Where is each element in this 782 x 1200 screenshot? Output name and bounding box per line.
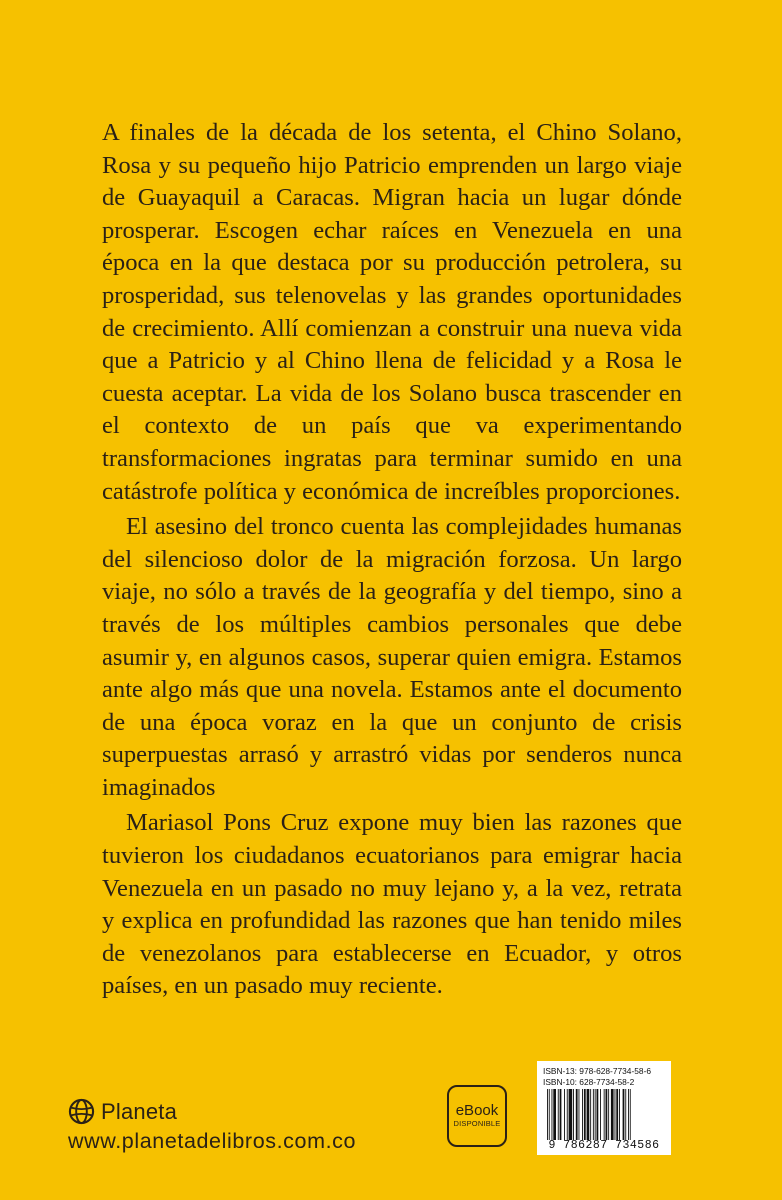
isbn-10: ISBN-10: 628-7734-58-2	[543, 1077, 635, 1087]
barcode-bar	[600, 1089, 601, 1140]
publisher-website: www.planetadelibros.com.co	[68, 1129, 357, 1153]
barcode-bar	[623, 1089, 625, 1140]
blurb-paragraph-1: A finales de la década de los setenta, el Chino Solano, Rosa y su pequeño hijo Patricio emprenden un largo viaje de Guayaquil a Caracas. Migran hacia un lugar dónde prosperar. Escogen echar raíces en Venezuela en una época en la que destaca por su producción petrolera, su prosperidad, sus telenovelas y las grandes oportunidades de crecimiento. Allí comienzan a construir una nueva vida que a Patricio y al Chino llena de felicidad y a Rosa le cuesta aceptar. La vida de los Solano busca trascender en el contexto de un país que va experimentando transformaciones ingratas para terminar sumido en una catástrofe política y económica de increíbles proporciones.	[102, 119, 682, 505]
barcode-bar	[576, 1089, 578, 1140]
barcode-bar	[558, 1089, 559, 1140]
barcode-bar	[579, 1089, 580, 1140]
barcode-bar	[611, 1089, 614, 1140]
ebook-badge	[447, 1085, 507, 1147]
blurb-text	[102, 117, 682, 1003]
isbn-barcode	[537, 1061, 671, 1155]
barcode-bar	[567, 1089, 568, 1140]
blurb-paragraph-3: Mariasol Pons Cruz expone muy bien las razones que tuvieron los ciudadanos ecuatorianos para emigrar hacia Venezuela en un pasado no muy lejano y, a la vez, retrata y explica en profundidad las razones que han tenido miles de venezolanos para establecerse en Ecuador, y otros países, en un pasado muy reciente.	[102, 809, 682, 1000]
globe-icon	[68, 1098, 95, 1125]
barcode-bar	[590, 1089, 591, 1140]
barcode-bars	[547, 1089, 665, 1140]
barcode-bar	[606, 1089, 608, 1140]
barcode-bar	[630, 1089, 631, 1140]
barcode-bar	[593, 1089, 594, 1140]
barcode-bar	[619, 1089, 620, 1140]
barcode-bar	[616, 1089, 618, 1140]
barcode-digits: 9 786287 734586	[548, 1139, 660, 1152]
barcode-bar	[549, 1089, 550, 1140]
barcode-bar	[587, 1089, 590, 1140]
barcode-bar	[553, 1089, 556, 1140]
barcode-bar	[560, 1089, 562, 1140]
publisher-logo	[68, 1098, 177, 1125]
ebook-sublabel: DISPONIBLE	[453, 1119, 501, 1128]
barcode-bar	[552, 1089, 553, 1140]
barcode-bar	[615, 1089, 616, 1140]
isbn-13: ISBN-13: 978-628-7734-58-6	[543, 1066, 652, 1076]
barcode-bar	[608, 1089, 609, 1140]
barcode-bar	[573, 1089, 574, 1140]
barcode-bar	[597, 1089, 599, 1140]
barcode-bar	[564, 1089, 565, 1140]
publisher-name: Planeta	[101, 1098, 178, 1124]
ebook-label: eBook	[455, 1102, 499, 1119]
barcode-bar	[628, 1089, 629, 1140]
barcode-bar	[625, 1089, 626, 1140]
barcode-bar	[569, 1089, 573, 1140]
barcode-bar	[582, 1089, 583, 1140]
blurb-paragraph-2: El asesino del tronco cuenta las complejidades humanas del silencioso dolor de la migración forzosa. Un largo viaje, no sólo a través de la geografía y del tiempo, sino a través de los múltiples cambios personales que debe asumir y, en algunos casos, superar quien emigra. Estamos ante algo más que una novela. Estamos ante el documento de una época voraz en la que un conjunto de crisis superpuestas arrasó y arrastró vidas por senderos nunca imaginados	[102, 513, 682, 801]
barcode-bar	[584, 1089, 586, 1140]
barcode-bar	[547, 1089, 548, 1140]
barcode-bar	[604, 1089, 605, 1140]
barcode-bar	[595, 1089, 596, 1140]
